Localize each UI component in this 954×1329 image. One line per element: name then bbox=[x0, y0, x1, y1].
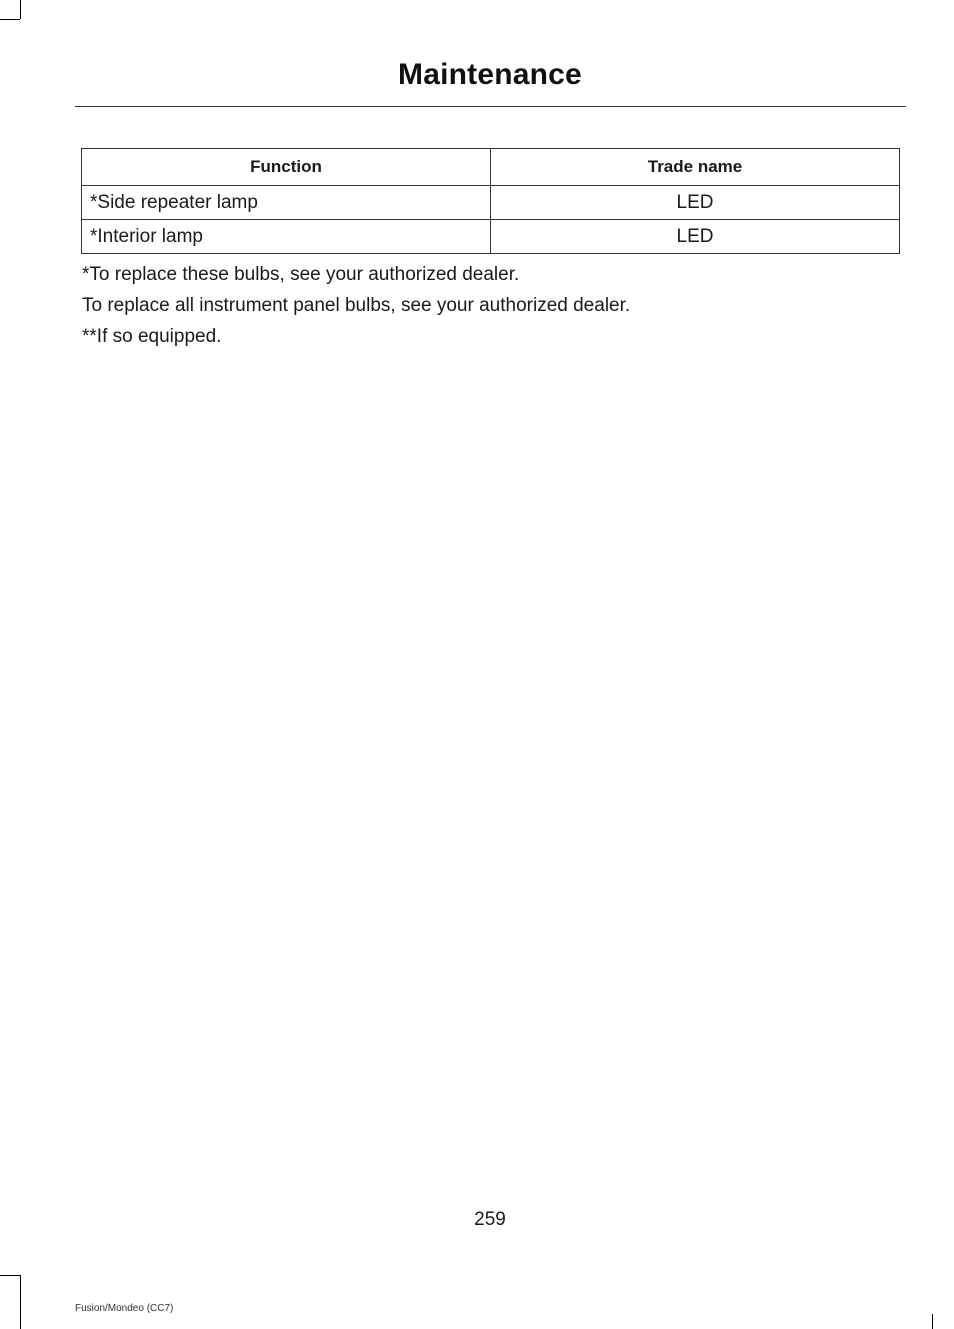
note-instrument-panel: To replace all instrument panel bulbs, see your authorized dealer. bbox=[82, 295, 631, 316]
crop-mark-top-left-horizontal bbox=[0, 19, 20, 20]
page-title: Maintenance bbox=[398, 58, 582, 91]
title-divider bbox=[75, 106, 906, 107]
page-number: 259 bbox=[474, 1209, 506, 1230]
function-cell: *Interior lamp bbox=[82, 220, 491, 254]
column-header-function: Function bbox=[82, 149, 491, 186]
bulb-table bbox=[81, 148, 900, 254]
table-row bbox=[82, 220, 900, 254]
crop-mark-top-left-vertical bbox=[20, 0, 21, 19]
crop-mark-bottom-left-horizontal bbox=[0, 1275, 20, 1276]
table-row bbox=[82, 186, 900, 220]
crop-mark-bottom-right-vertical bbox=[932, 1314, 933, 1329]
crop-mark-bottom-left-vertical bbox=[20, 1275, 21, 1329]
footnote-dealer-replace: *To replace these bulbs, see your authorized dealer. bbox=[82, 264, 520, 285]
table-header-row bbox=[82, 149, 900, 186]
trade-name-cell: LED bbox=[491, 220, 900, 254]
column-header-trade-name: Trade name bbox=[491, 149, 900, 186]
function-cell: *Side repeater lamp bbox=[82, 186, 491, 220]
trade-name-cell: LED bbox=[491, 186, 900, 220]
footnote-if-equipped: **If so equipped. bbox=[82, 326, 222, 347]
document-label: Fusion/Mondeo (CC7) bbox=[75, 1303, 174, 1314]
